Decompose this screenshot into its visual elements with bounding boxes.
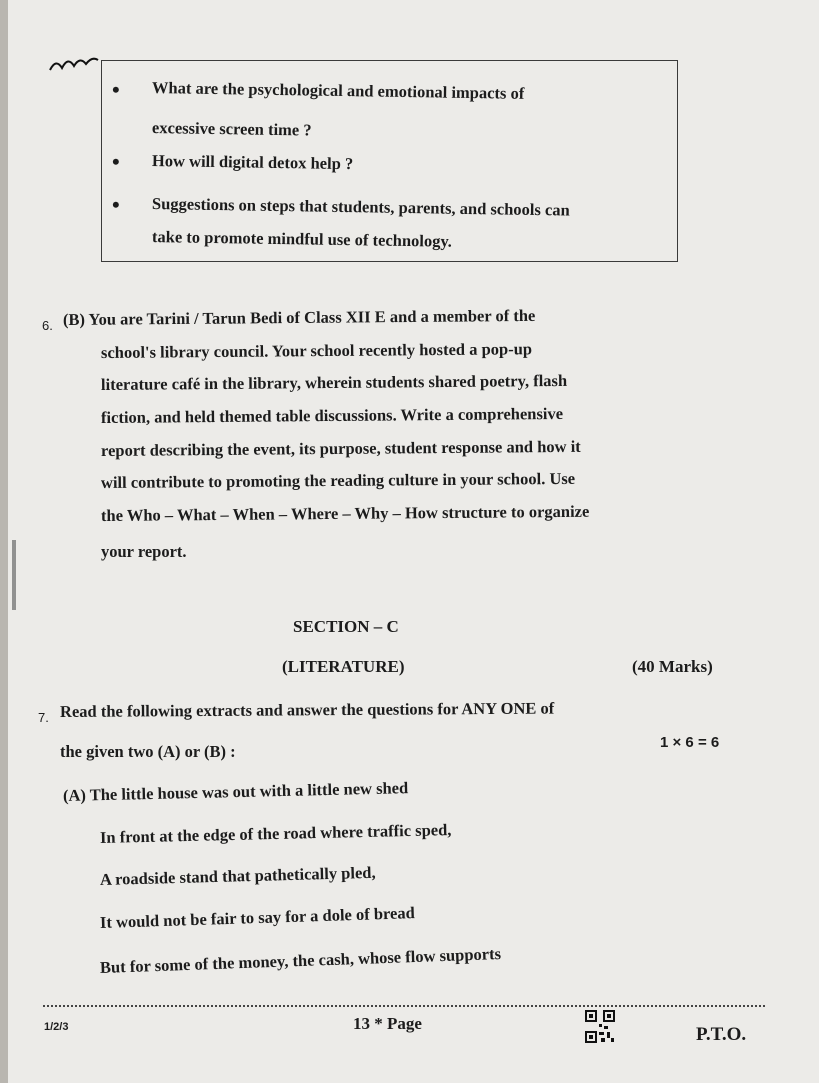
bullet-3-line-1: Suggestions on steps that students, parents, and schools can bbox=[151, 194, 570, 220]
question-6-line: will contribute to promoting the reading culture in your school. Use bbox=[100, 468, 576, 492]
question-6-line: literature café in the library, wherein students shared poetry, flash bbox=[100, 370, 568, 394]
bullet-icon: • bbox=[112, 192, 120, 217]
poem-line: But for some of the money, the cash, whose flow supports bbox=[99, 944, 502, 977]
tick-mark-icon bbox=[48, 50, 100, 76]
poem-line: It would not be fair to say for a dole of bread bbox=[99, 903, 416, 932]
question-7-line-1: Read the following extracts and answer the questions for ANY ONE of bbox=[59, 698, 555, 721]
question-6-line: (B) You are Tarini / Tarun Bedi of Class XII E and a member of the bbox=[62, 305, 536, 329]
section-subtitle: (LITERATURE) bbox=[282, 657, 405, 676]
question-6-line: fiction, and held themed table discussions. Write a comprehensive bbox=[100, 403, 564, 427]
bullet-3-line-2: take to promote mindful use of technology. bbox=[151, 227, 453, 251]
guidelines-box bbox=[101, 60, 678, 262]
bullet-icon: • bbox=[112, 149, 120, 174]
page-edge-shadow bbox=[12, 540, 16, 610]
question-7-marks: 1 × 6 = 6 bbox=[660, 734, 720, 751]
question-7-number: 7. bbox=[38, 710, 49, 725]
poem-line: A roadside stand that pathetically pled, bbox=[99, 862, 376, 889]
question-6-line: the Who – What – When – Where – Why – How structure to organize bbox=[100, 501, 590, 525]
footer-divider bbox=[43, 1005, 765, 1007]
bullet-icon: • bbox=[112, 77, 120, 102]
section-marks: (40 Marks) bbox=[632, 657, 713, 676]
bullet-2: How will digital detox help ? bbox=[151, 151, 354, 174]
section-title: SECTION – C bbox=[293, 617, 399, 636]
bullet-1-line-1: What are the psychological and emotional impacts of bbox=[151, 78, 525, 103]
page-number: 13 * Page bbox=[353, 1014, 422, 1033]
question-7-line-2: the given two (A) or (B) : bbox=[60, 742, 236, 761]
paper-code: 1/2/3 bbox=[44, 1021, 69, 1033]
question-6-line: school's library council. Your school recently hosted a pop-up bbox=[100, 339, 533, 362]
question-6-line: your report. bbox=[101, 542, 187, 561]
question-6-number: 6. bbox=[42, 318, 53, 333]
poem-line: In front at the edge of the road where traffic sped, bbox=[99, 820, 452, 847]
question-6-line: report describing the event, its purpose, student response and how it bbox=[100, 436, 581, 460]
exam-page bbox=[8, 0, 819, 1083]
pto-label: P.T.O. bbox=[696, 1024, 747, 1045]
qr-code-icon bbox=[585, 1010, 615, 1044]
poem-line: (A) The little house was out with a little new shed bbox=[62, 778, 409, 805]
bullet-1-line-2: excessive screen time ? bbox=[151, 118, 312, 140]
